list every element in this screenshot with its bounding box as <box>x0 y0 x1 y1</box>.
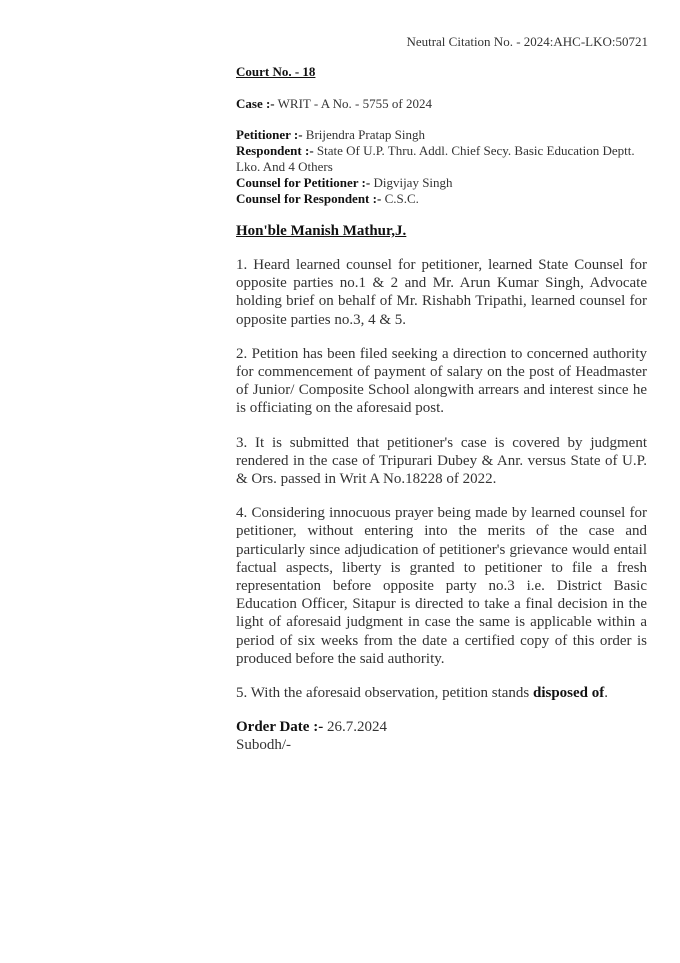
counsel-respondent-line <box>236 191 647 207</box>
order-document <box>236 64 647 754</box>
respondent-value: State Of U.P. Thru. Addl. Chief Secy. Basic Education Deptt. Lko. And 4 Others <box>236 143 635 174</box>
petitioner-line <box>236 127 647 143</box>
counsel-respondent-value: C.S.C. <box>381 191 419 206</box>
disposed-of-text: disposed of <box>532 685 605 702</box>
order-date-label: Order Date :- <box>236 719 324 736</box>
court-number: Court No. - 18 <box>236 64 316 79</box>
petitioner-label: Petitioner :- <box>236 127 303 142</box>
case-label: Case :- <box>236 96 275 111</box>
parties-block <box>236 127 647 207</box>
neutral-citation: Neutral Citation No. - 2024:AHC-LKO:50721 <box>406 34 648 49</box>
judge-name: Hon'ble Manish Mathur,J. <box>236 223 407 239</box>
paragraph-5 <box>236 684 647 702</box>
signature: Subodh/- <box>236 737 292 754</box>
paragraph-5-text: 5. With the aforesaid observation, petition stands <box>236 685 533 702</box>
paragraph-1: 1. Heard learned counsel for petitioner, learned State Counsel for opposite parties no.1 & 2 and Mr. Arun Kumar Singh, Advocate holding brief on behalf of Mr. Rishabh Tripathi, learned counsel for opposite parties no.3, 4 & 5. <box>236 257 647 328</box>
paragraph-3: 3. It is submitted that petitioner's case is covered by judgment rendered in the case of Tripurari Dubey & Anr. versus State of U.P. & Ors. passed in Writ A No.18228 of 2022. <box>236 434 647 488</box>
counsel-petitioner-value: Digvijay Singh <box>370 175 453 190</box>
counsel-petitioner-line <box>236 175 647 191</box>
case-line <box>236 96 647 112</box>
order-date-line <box>236 718 647 736</box>
paragraph-2: 2. Petition has been filed seeking a direction to concerned authority for commencement of payment of salary on the post of Headmaster of Junior/ Composite School alongwith arrears and interest since he is officiating on the aforesaid post. <box>236 345 647 417</box>
order-date-value: 26.7.2024 <box>323 719 387 736</box>
counsel-petitioner-label: Counsel for Petitioner :- <box>236 175 371 190</box>
respondent-line <box>236 143 647 175</box>
order-footer <box>236 718 647 754</box>
petitioner-value: Brijendra Pratap Singh <box>302 127 425 142</box>
paragraph-4: 4. Considering innocuous prayer being made by learned counsel for petitioner, without entering into the merits of the case and particularly since adjudication of petitioner's grievance would entail factual aspects, liberty is granted to petitioner to file a fresh representation before opposite party no.3 i.e. District Basic Education Officer, Sitapur is directed to take a final decision in the light of aforesaid judgment in case the same is applicable within a period of six weeks from the date a certified copy of this order is produced before the said authority. <box>236 505 647 667</box>
counsel-respondent-label: Counsel for Respondent :- <box>236 191 382 206</box>
case-value: WRIT - A No. - 5755 of 2024 <box>274 96 432 111</box>
paragraph-5-end: . <box>604 685 609 702</box>
respondent-label: Respondent :- <box>236 143 314 158</box>
